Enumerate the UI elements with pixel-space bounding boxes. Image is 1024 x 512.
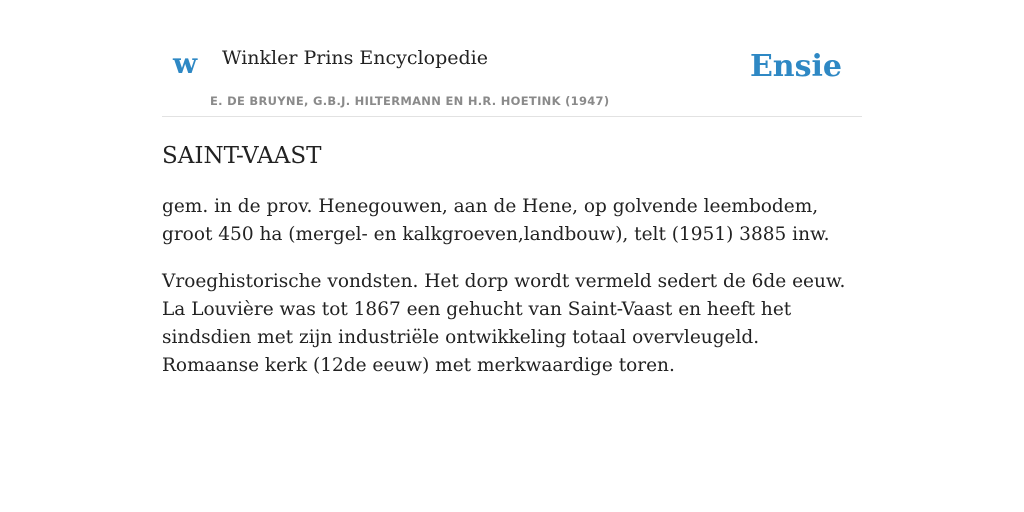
article-paragraph: gem. in de prov. Henegouwen, aan de Hene, op golvende leembodem, groot 450 ha (mergel- en kalkgroeven,landbouw), telt (1951) 3885 inw. <box>162 196 830 245</box>
article-title: SAINT-VAAST <box>162 143 322 169</box>
book-authors: E. DE BRUYNE, G.B.J. HILTERMANN EN H.R. HOETINK (1947) <box>210 94 610 108</box>
book-title[interactable]: Winkler Prins Encyclopedie <box>222 47 488 69</box>
article <box>162 142 862 380</box>
page <box>162 0 862 380</box>
header <box>162 0 862 117</box>
article-paragraph: Vroeghistorische vondsten. Het dorp wordt vermeld sedert de 6de eeuw. La Louvière was tot 1867 een gehucht van Saint-Vaast en heeft het sindsdien met zijn industriële ontwikkeling totaal overvleugeld. Romaanse kerk (12de eeuw) met merkwaardige toren. <box>162 271 846 376</box>
ensie-logo[interactable]: Ensie <box>749 49 842 84</box>
book-logo[interactable]: w <box>173 47 198 80</box>
